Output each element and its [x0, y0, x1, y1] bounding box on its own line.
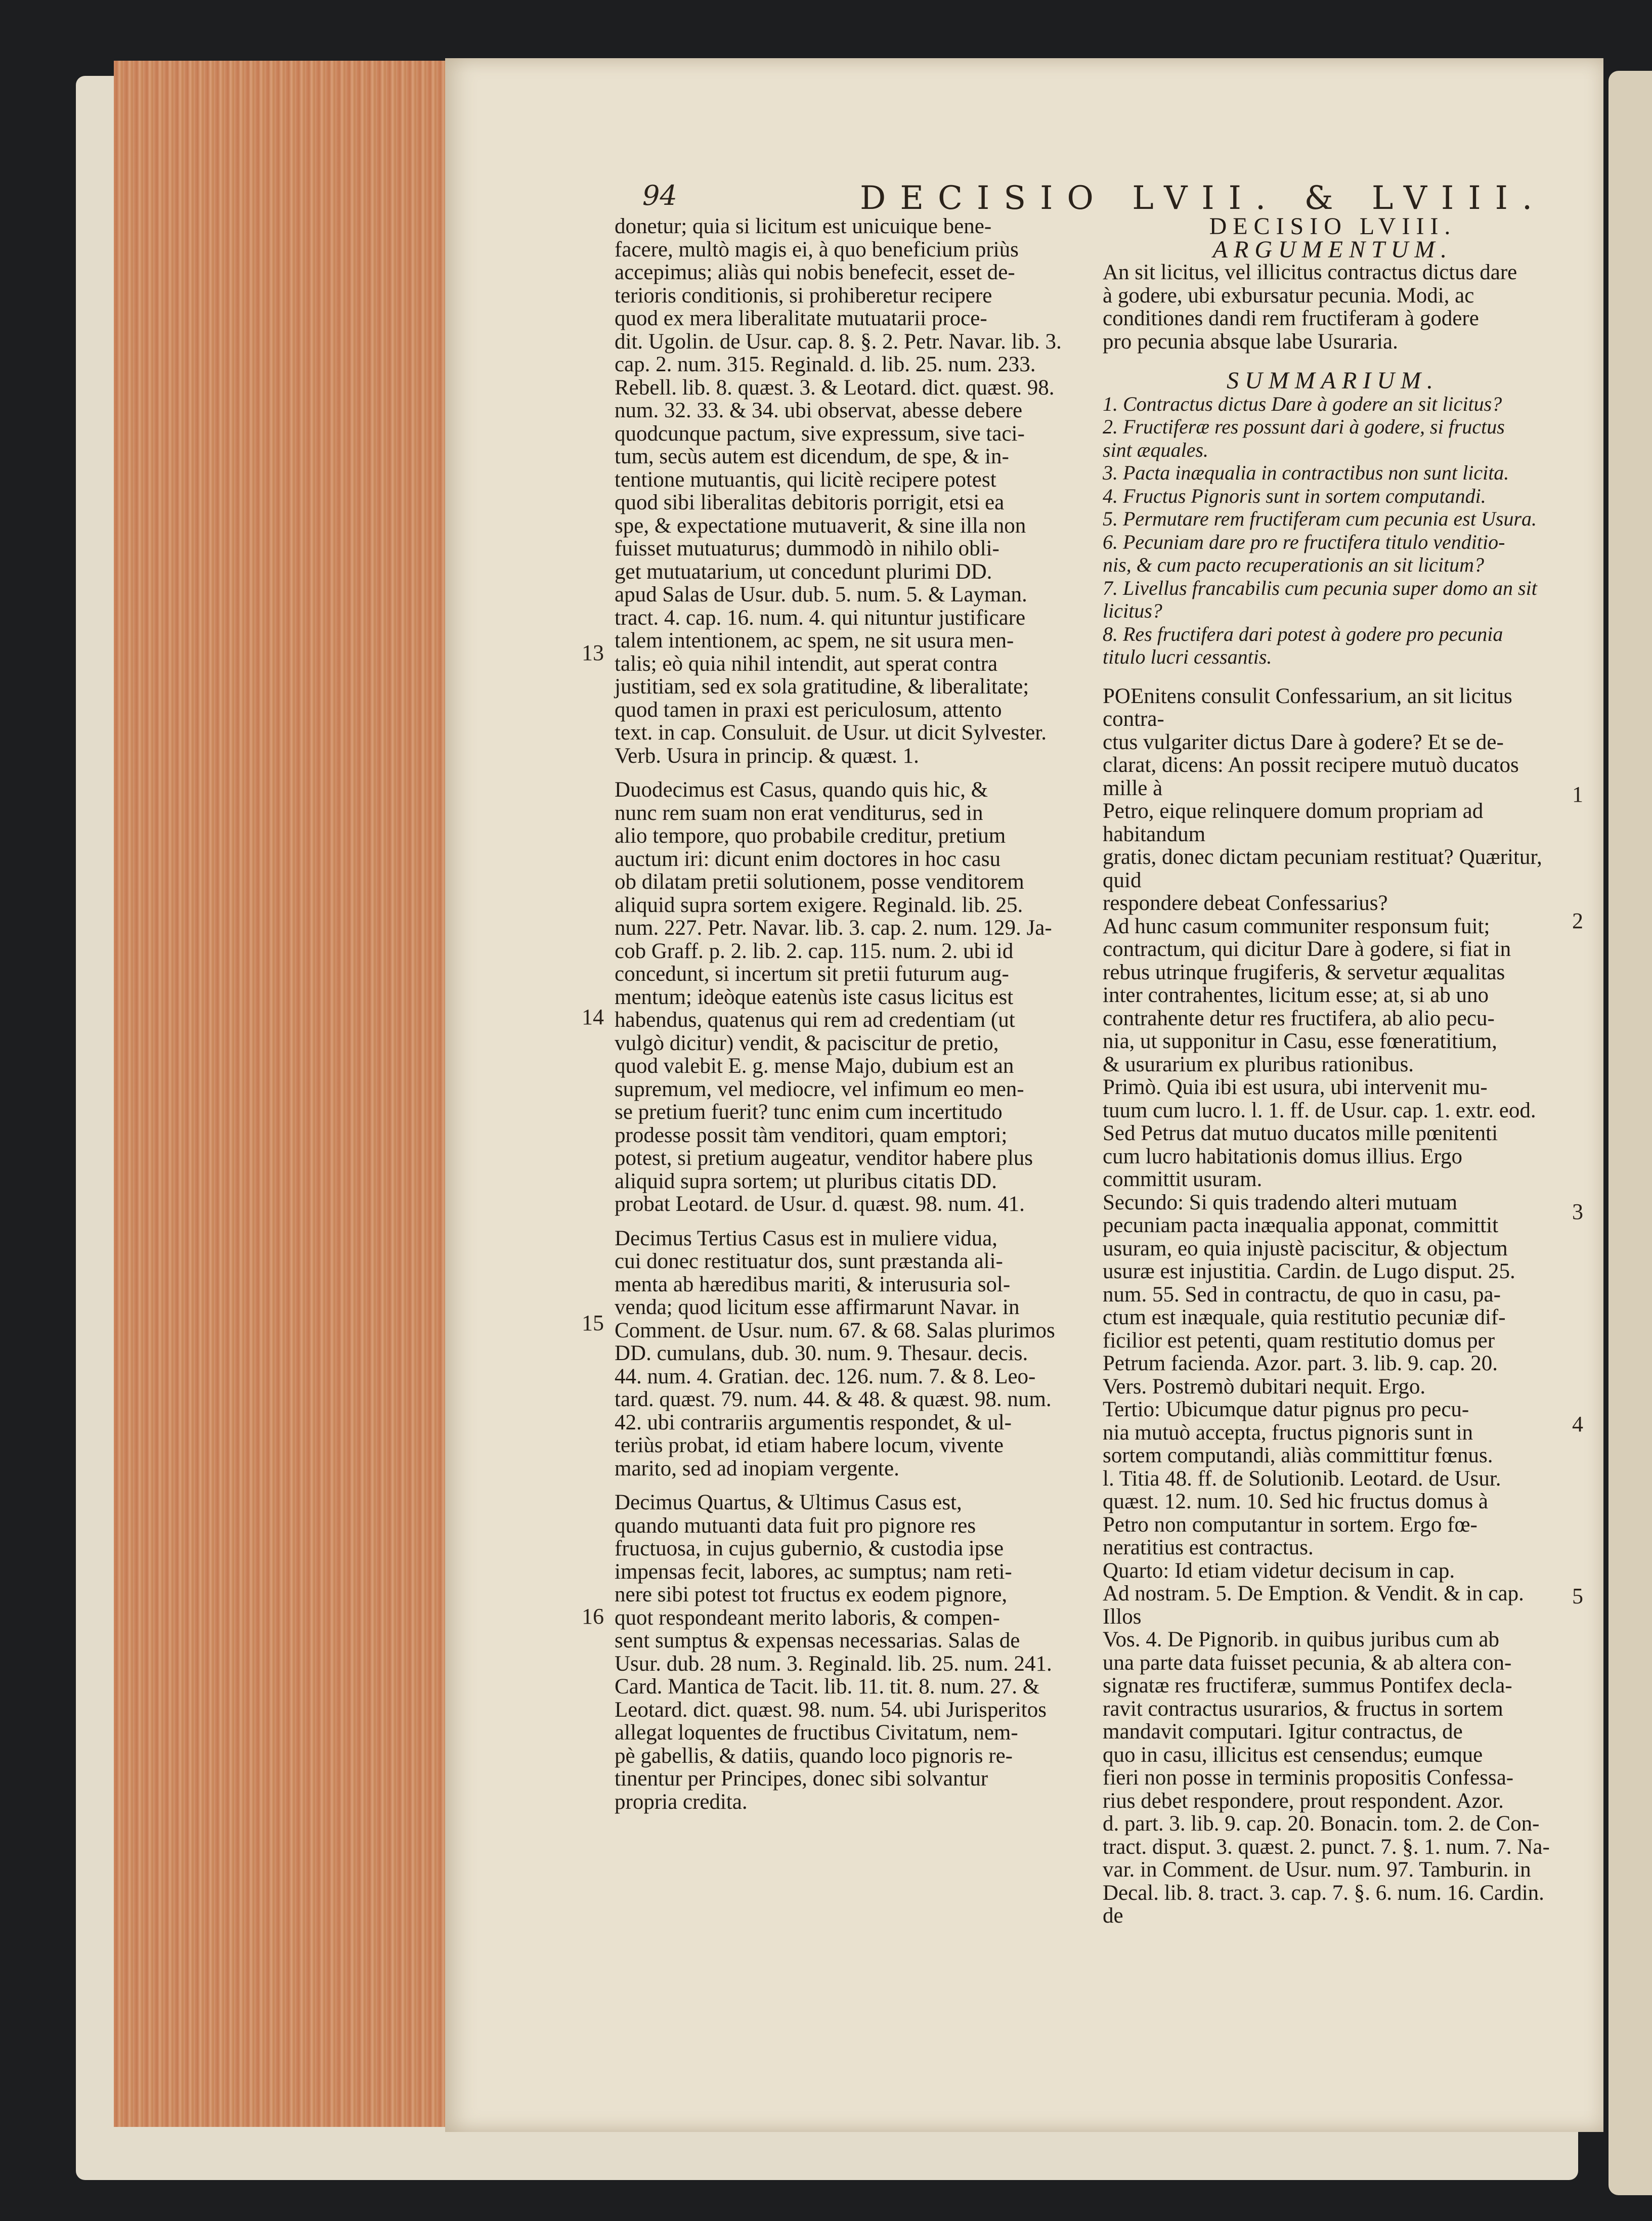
facing-page-edge: [1608, 71, 1652, 2195]
text-line: Ad nostram. 5. De Emption. & Vendit. & in cap. Illos: [1103, 1582, 1524, 1629]
text-line: tard. quæst. 79. num. 44. & 48. & quæst. 98. num.: [615, 1387, 1052, 1411]
text-line: d. part. 3. lib. 9. cap. 20. Bonacin. tom. 2. de Con-: [1103, 1812, 1540, 1836]
text-line: concedunt, si incertum sit pretii futurum aug-: [615, 962, 1009, 986]
text-line: Decal. lib. 8. tract. 3. cap. 7. §. 6. num. 16. Cardin.: [1103, 1881, 1544, 1905]
text-line: 5. Permutare rem fructiferam cum pecunia est Usura.: [1103, 507, 1537, 530]
text-line: terioris conditionis, si prohiberetur recipere: [615, 283, 992, 308]
text-line: Petro non computantur in sortem. Ergo fœ-: [1103, 1512, 1477, 1537]
text-line: Petro, eique relinquere domum propriam ad habitandum: [1103, 799, 1484, 846]
text-line: sent sumptus & expensas necessarias. Salas de: [615, 1629, 1020, 1652]
text-line: Vos. 4. De Pignorib. in quibus juribus cum ab: [1103, 1628, 1499, 1651]
text-line: ctus vulgariter dictus Dare à godere? Et se de-: [1103, 730, 1504, 754]
text-line: quot respondeant merito laboris, & compen-: [615, 1605, 1000, 1630]
text-line: 8. Res fructifera dari potest à godere pro pecunia: [1103, 622, 1503, 645]
text-line: inter contrahentes, licitum esse; at, si ab uno: [1103, 983, 1489, 1007]
text-line: contrahente detur res fructifera, ab alio pecu-: [1103, 1006, 1495, 1030]
text-line: titulo lucri cessantis.: [1103, 645, 1272, 668]
text-line: 4. Fructus Pignoris sunt in sortem computandi.: [1103, 484, 1486, 507]
text-line: pè gabellis, & datiis, quando loco pignoris re-: [615, 1744, 1013, 1768]
text-line: nere sibi potest tot fructus ex eodem pignore,: [615, 1583, 1008, 1606]
text-line: ob dilatam pretii solutionem, posse venditorem: [615, 870, 1024, 894]
text-line: ficilior est petenti, quam restitutio domus per: [1103, 1328, 1495, 1353]
text-line: tinentur per Principes, donec sibi solvantur: [615, 1767, 988, 1791]
left-column: [615, 215, 1128, 1813]
text-line: menta ab hæredibus mariti, & interusuria sol-: [615, 1272, 1011, 1296]
text-line: à godere, ubi exbursatur pecunia. Modi, ac: [1103, 283, 1474, 308]
text-line: sint æquales.: [1103, 438, 1208, 461]
text-line: DD. cumulans, dub. 30. num. 9. Thesaur. decis.: [615, 1341, 1028, 1365]
margin-number: 3: [1572, 1199, 1583, 1224]
text-line: vulgò dicitur) vendit, & paciscitur de pretio,: [615, 1031, 999, 1055]
text-line: 7. Livellus francabilis cum pecunia super domo an sit: [1103, 576, 1537, 599]
text-line: Verb. Usura in princip. & quæst. 1.: [615, 744, 919, 768]
text-line: tuum cum lucro. l. 1. ff. de Usur. cap. 1. extr. eod.: [1103, 1098, 1536, 1122]
text-line: respondere debeat Confessarius?: [1103, 891, 1388, 915]
text-line: num. 227. Petr. Navar. lib. 3. cap. 2. num. 129. Ja-: [615, 916, 1052, 940]
text-line: committit usuram.: [1103, 1167, 1263, 1191]
text-line: rius debet respondere, prout respondent. Azor.: [1103, 1789, 1504, 1813]
text-line: signatæ res fructiferæ, summus Pontifex decla-: [1103, 1674, 1512, 1697]
text-line: aliquid supra sortem exigere. Reginald. lib. 25.: [615, 893, 1023, 917]
text-line: l. Titia 48. ff. de Solutionib. Leotard. de Usur.: [1103, 1466, 1501, 1491]
text-line: talem intentionem, ac spem, ne sit usura men-: [615, 629, 1014, 652]
text-line: var. in Comment. de Usur. num. 97. Tamburin. in: [1103, 1858, 1531, 1882]
text-line: [615, 1480, 1128, 1491]
margin-number: 4: [1572, 1412, 1583, 1436]
text-line: rebus utrinque frugiferis, & servetur æqualitas: [1103, 960, 1505, 984]
text-line: nunc rem suam non erat venditurus, sed in: [615, 801, 983, 825]
decision-body: [1103, 685, 1563, 1928]
text-line: fieri non posse in terminis propositis Confessa-: [1103, 1766, 1514, 1790]
text-line: cui donec restituatur dos, sunt præstanda ali-: [615, 1249, 1003, 1273]
text-line: mandavit computari. Igitur contractus, de: [1103, 1720, 1463, 1744]
text-line: de: [1103, 1904, 1123, 1928]
text-line: Secundo: Si quis tradendo alteri mutuam: [1103, 1190, 1458, 1214]
text-line: una parte data fuisset pecunia, & ab altera con-: [1103, 1650, 1512, 1675]
right-column: [1103, 215, 1563, 1928]
text-line: get mutuatarium, ut concedunt plurimi DD.: [615, 559, 992, 584]
text-line: mentum; ideòque eatenùs iste casus licitus est: [615, 985, 1014, 1009]
text-line: & usurarium ex pluribus rationibus.: [1103, 1052, 1414, 1076]
text-line: Decimus Quartus, & Ultimus Casus est,: [615, 1491, 962, 1514]
margin-number: 13: [582, 640, 604, 665]
text-line: habendus, quatenus qui rem ad credentiam (ut: [615, 1008, 1015, 1032]
argumentum-heading: ARGUMENTUM.: [1212, 236, 1453, 263]
text-line: clarat, dicens: An possit recipere mutuò ducatos mille à: [1103, 753, 1519, 800]
text-line: Tertio: Ubicumque datur pignus pro pecu-: [1103, 1398, 1469, 1421]
text-line: quæst. 12. num. 10. Sed hic fructus domus à: [1103, 1490, 1489, 1513]
text-line: 1. Contractus dictus Dare à godere an sit licitus?: [1103, 392, 1502, 415]
text-line: teriùs probat, id etiam habere locum, vivente: [615, 1433, 1004, 1457]
text-line: donetur; quia si licitum est unicuique bene-: [615, 214, 992, 238]
text-line: nis, & cum pacto recuperationis an sit licitum?: [1103, 553, 1485, 576]
text-line: cob Graff. p. 2. lib. 2. cap. 115. num. 2. ubi id: [615, 939, 1014, 963]
text-line: propria credita.: [615, 1790, 748, 1814]
text-line: apud Salas de Usur. dub. 5. num. 5. & Layman.: [615, 583, 1027, 606]
margin-number: 14: [582, 1005, 604, 1029]
text-line: facere, multò magis ei, à quo beneficium priùs: [615, 237, 1019, 262]
text-line: contractum, qui dicitur Dare à godere, si fiat in: [1103, 937, 1511, 961]
text-line: sortem computandi, aliàs committitur fœnus.: [1103, 1444, 1493, 1467]
text-line: supremum, vel mediocre, vel infimum eo men-: [615, 1077, 1024, 1101]
text-line: aliquid supra sortem; ut pluribus citatis DD.: [615, 1169, 997, 1193]
margin-number: 1: [1572, 782, 1583, 807]
text-line: 3. Pacta inæqualia in contractibus non sunt licita.: [1103, 461, 1509, 484]
text-line: text. in cap. Consuluit. de Usur. ut dicit Sylvester.: [615, 721, 1047, 745]
text-line: quod valebit E. g. mense Majo, dubium est an: [615, 1054, 1014, 1078]
margin-number: 2: [1572, 908, 1583, 933]
text-line: Duodecimus est Casus, quando quis hic, &: [615, 778, 988, 802]
text-line: quo in casu, illicitus est censendus; eumque: [1103, 1743, 1483, 1767]
text-line: fructuosa, in cujus gubernio, & custodia ipse: [615, 1537, 1004, 1560]
text-line: usuram, eo quia injustè paciscitur, & objectum: [1103, 1236, 1508, 1260]
margin-number: 16: [582, 1604, 604, 1629]
text-line: allegat loquentes de fructibus Civitatum, nem-: [615, 1721, 1018, 1745]
text-line: dit. Ugolin. de Usur. cap. 8. §. 2. Petr. Navar. lib. 3.: [615, 329, 1062, 354]
text-line: fuisset mutuaturus; dummodò in nihilo obli-: [615, 537, 999, 560]
text-line: tract. 4. cap. 16. num. 4. qui nituntur justificare: [615, 605, 1026, 630]
text-line: marito, sed ad inopiam vergente.: [615, 1456, 899, 1480]
text-line: [615, 1216, 1128, 1227]
text-line: quodcunque pactum, sive expressum, sive taci-: [615, 421, 1025, 446]
text-line: 2. Fructiferæ res possunt dari à godere, si fructus: [1103, 415, 1505, 438]
text-line: Leotard. dict. quæst. 98. num. 54. ubi Jurisperitos: [615, 1697, 1047, 1722]
text-line: probat Leotard. de Usur. d. quæst. 98. num. 41.: [615, 1192, 1025, 1216]
text-line: Comment. de Usur. num. 67. & 68. Salas plurimos: [615, 1318, 1055, 1342]
text-line: nia mutuò accepta, fructus pignoris sunt in: [1103, 1420, 1473, 1445]
text-line: quando mutuanti data fuit pro pignore res: [615, 1513, 976, 1538]
text-line: neratitius est contractus.: [1103, 1536, 1314, 1559]
text-line: auctum iri: dicunt enim doctores in hoc casu: [615, 847, 1001, 871]
text-line: tract. disput. 3. quæst. 2. punct. 7. §. 1. num. 7. Na-: [1103, 1835, 1550, 1859]
text-line: potest, si pretium augeatur, venditor habere plus: [615, 1146, 1033, 1170]
text-line: Vers. Postremò dubitari nequit. Ergo.: [1103, 1374, 1426, 1399]
text-line: venda; quod licitum esse affirmarunt Navar. in: [615, 1295, 1020, 1319]
text-line: nia, ut supponitur in Casu, esse fœneratitium,: [1103, 1029, 1497, 1053]
text-line: justitiam, sed ex sola gratitudine, & liberalitate;: [615, 675, 1029, 699]
text-line: cap. 2. num. 315. Reginald. d. lib. 25. num. 233.: [615, 353, 1036, 376]
text-line: quod ex mera liberalitate mutuatarii proce-: [615, 307, 987, 330]
text-line: Primò. Quia ibi est usura, ubi intervenit mu-: [1103, 1075, 1488, 1099]
decision-title: DECISIO LVIII.: [1209, 213, 1457, 240]
text-line: ravit contractus usurarios, & fructus in sortem: [1103, 1696, 1503, 1721]
page-edges: [114, 61, 445, 2127]
text-line: licitus?: [1103, 599, 1162, 622]
page-number: 94: [642, 180, 677, 211]
text-line: alio tempore, quo probabile creditur, pretium: [615, 824, 1006, 848]
text-line: Card. Mantica de Tacit. lib. 11. tit. 8. num. 27. &: [615, 1675, 1040, 1699]
text-line: conditiones dandi rem fructiferam à godere: [1103, 307, 1479, 330]
text-line: Usur. dub. 28 num. 3. Reginald. lib. 25. num. 241.: [615, 1651, 1052, 1676]
running-head: DECISIO LVII. & LVIII.: [860, 180, 1547, 217]
text-line: spe, & expectatione mutuaverit, & sine illa non: [615, 513, 1026, 538]
text-line: prodesse possit tàm venditori, quam emptori;: [615, 1123, 1008, 1147]
text-line: Ad hunc casum communiter responsum fuit;: [1103, 914, 1490, 938]
text-line: gratis, donec dictam pecuniam restituat? Quæritur, quid: [1103, 845, 1542, 892]
text-line: Sed Petrus dat mutuo ducatos mille pœnitenti: [1103, 1121, 1498, 1145]
text-line: tentione mutuantis, qui licitè recipere potest: [615, 467, 996, 492]
text-line: 6. Pecuniam dare pro re fructifera titulo venditio-: [1103, 530, 1505, 553]
margin-number: 15: [582, 1311, 604, 1335]
text-line: usuræ est injustitia. Cardin. de Lugo disput. 25.: [1103, 1259, 1515, 1283]
text-line: num. 55. Sed in contractu, de quo in casu, pa-: [1103, 1282, 1501, 1307]
text-line: An sit licitus, vel illicitus contractus dictus dare: [1103, 260, 1517, 284]
text-line: cum lucro habitationis domus illius. Ergo: [1103, 1144, 1463, 1168]
text-line: quod sibi liberalitas debitoris porrigit, etsi ea: [615, 491, 1005, 514]
text-line: se pretium fuerit? tunc enim cum incertitudo: [615, 1100, 1003, 1124]
text-line: Decimus Tertius Casus est in muliere vidua,: [615, 1226, 997, 1250]
text-line: 42. ubi contrariis argumentis respondet, & ul-: [615, 1410, 1012, 1434]
text-line: num. 32. 33. & 34. ubi observat, abesse debere: [615, 399, 1023, 422]
text-line: accepimus; aliàs qui nobis benefecit, esset de-: [615, 260, 1015, 284]
summarium-heading: SUMMARIUM.: [1227, 367, 1439, 394]
margin-number: 5: [1572, 1584, 1583, 1608]
text-line: quod tamen in praxi est periculosum, attento: [615, 698, 1002, 722]
text-line: tum, secùs autem est dicendum, de spe, & in-: [615, 445, 1009, 468]
text-line: POEnitens consulit Confessarium, an sit licitus contra-: [1103, 684, 1512, 731]
argumentum-text: [1103, 261, 1563, 353]
text-line: Petrum facienda. Azor. part. 3. lib. 9. cap. 20.: [1103, 1352, 1498, 1375]
text-line: ctum est inæquale, quia restitutio pecuniæ dif-: [1103, 1305, 1506, 1329]
text-line: talis; eò quia nihil intendit, aut sperat contra: [615, 651, 998, 676]
text-line: Rebell. lib. 8. quæst. 3. & Leotard. dict. quæst. 98.: [615, 375, 1055, 400]
text-line: Quarto: Id etiam videtur decisum in cap.: [1103, 1558, 1455, 1583]
text-line: [615, 767, 1128, 778]
text-line: 44. num. 4. Gratian. dec. 126. num. 7. & 8. Leo-: [615, 1364, 1036, 1388]
text-line: pecuniam pacta inæqualia apponat, committit: [1103, 1213, 1499, 1237]
text-line: impensas fecit, labores, ac sumptus; nam reti-: [615, 1559, 1012, 1584]
text-line: pro pecunia absque labe Usuraria.: [1103, 329, 1398, 354]
summarium-list: [1103, 393, 1563, 669]
